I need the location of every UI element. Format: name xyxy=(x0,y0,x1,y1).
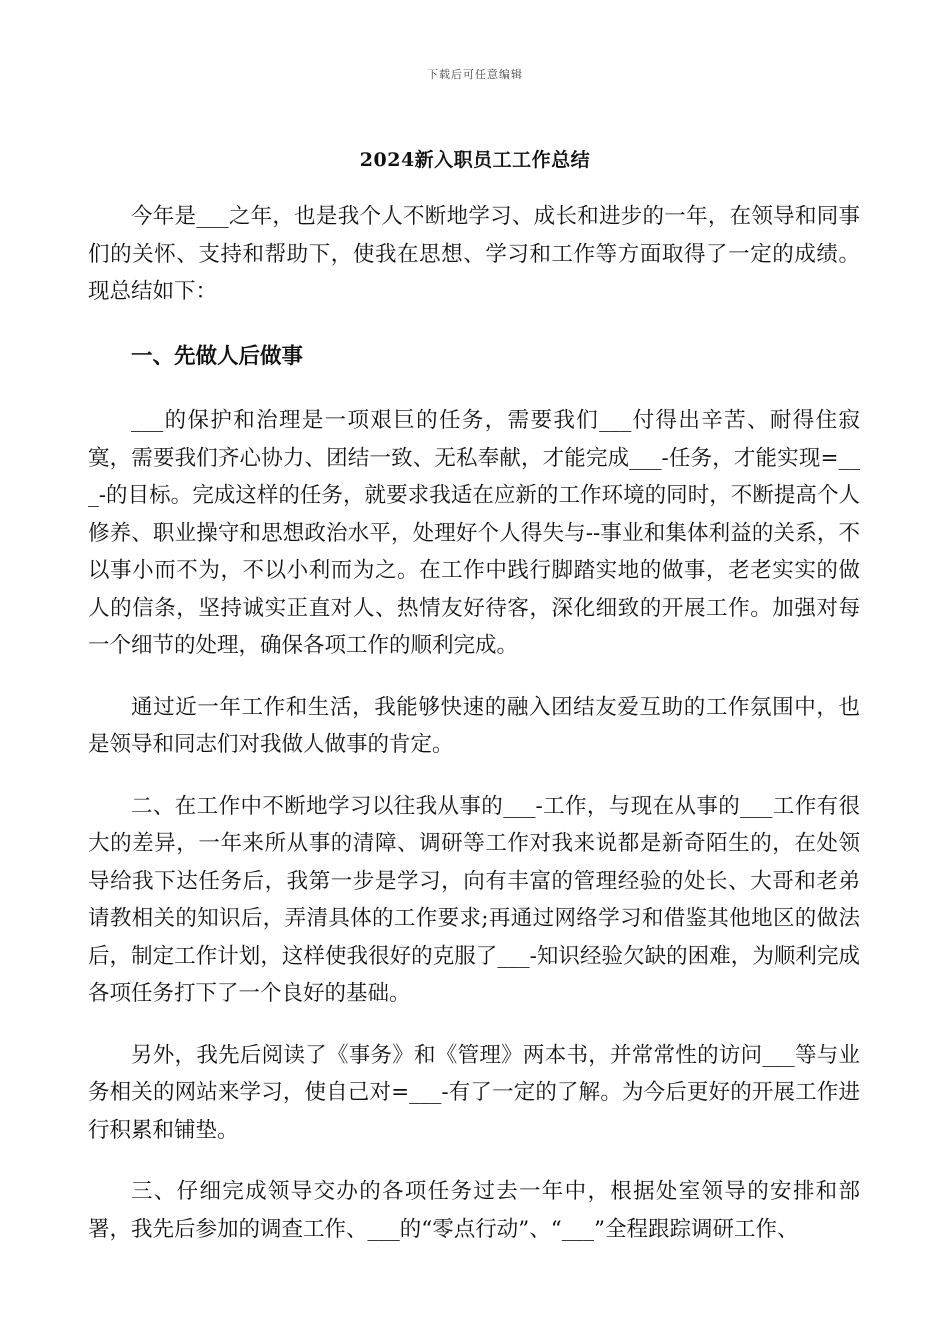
paragraph-2: 通过近一年工作和生活，我能够快速的融入团结友爱互助的工作氛围中，也是领导和同志们对我做人做事的肯定。 xyxy=(88,694,860,757)
document-body xyxy=(88,198,860,1248)
paragraph-1: ___的保护和治理是一项艰巨的任务，需要我们___付得出辛苦、耐得住寂寞，需要我们齐心协力、团结一致、无私奉献，才能完成___-任务，才能实现=___-的目标。完成这样的任务，就要求我适在应新的工作环境的同时，不断提高个人修养、职业操守和思想政治水平，处理好个人得失与--事业和集体利益的关系，不以事小而不为，不以小利而为之。在工作中践行脚踏实地的做事，老老实实的做人的信条，坚持诚实正直对人、热情友好待客，深化细致的开展工作。加强对每一个细节的处理，确保各项工作的顺利完成。 xyxy=(88,408,860,658)
document-title: 2024新入职员工工作总结 xyxy=(359,149,591,171)
section-heading-1: 一、先做人后做事 xyxy=(131,343,304,369)
paragraph-5: 三、仔细完成领导交办的各项任务过去一年中，根据处室领导的安排和部署，我先后参加的调查工作、___的“零点行动”、“___”全程跟踪调研工作、 xyxy=(88,1179,860,1242)
paragraph-4: 另外，我先后阅读了《事务》和《管理》两本书，并常常性的访问___等与业务相关的网站来学习，使自己对=___-有了一定的了解。为今后更好的开展工作进行积累和铺垫。 xyxy=(88,1042,860,1143)
paragraph-intro: 今年是___之年，也是我个人不断地学习、成长和进步的一年，在领导和同事们的关怀、支持和帮助下，使我在思想、学习和工作等方面取得了一定的成绩。现总结如下： xyxy=(88,204,860,304)
header-note: 下载后可任意编辑 xyxy=(427,68,523,81)
paragraph-3: 二、在工作中不断地学习以往我从事的___-工作，与现在从事的___工作有很大的差异，一年来所从事的清障、调研等工作对我来说都是新奇陌生的，在处领导给我下达任务后，我第一步是学习，向有丰富的管理经验的处长、大哥和老弟请教相关的知识后，弄清具体的工作要求;再通过网络学习和借鉴其他地区的做法后，制定工作计划，这样使我很好的克服了___-知识经验欠缺的困难，为顺利完成各项任务打下了一个良好的基础。 xyxy=(88,793,860,1006)
